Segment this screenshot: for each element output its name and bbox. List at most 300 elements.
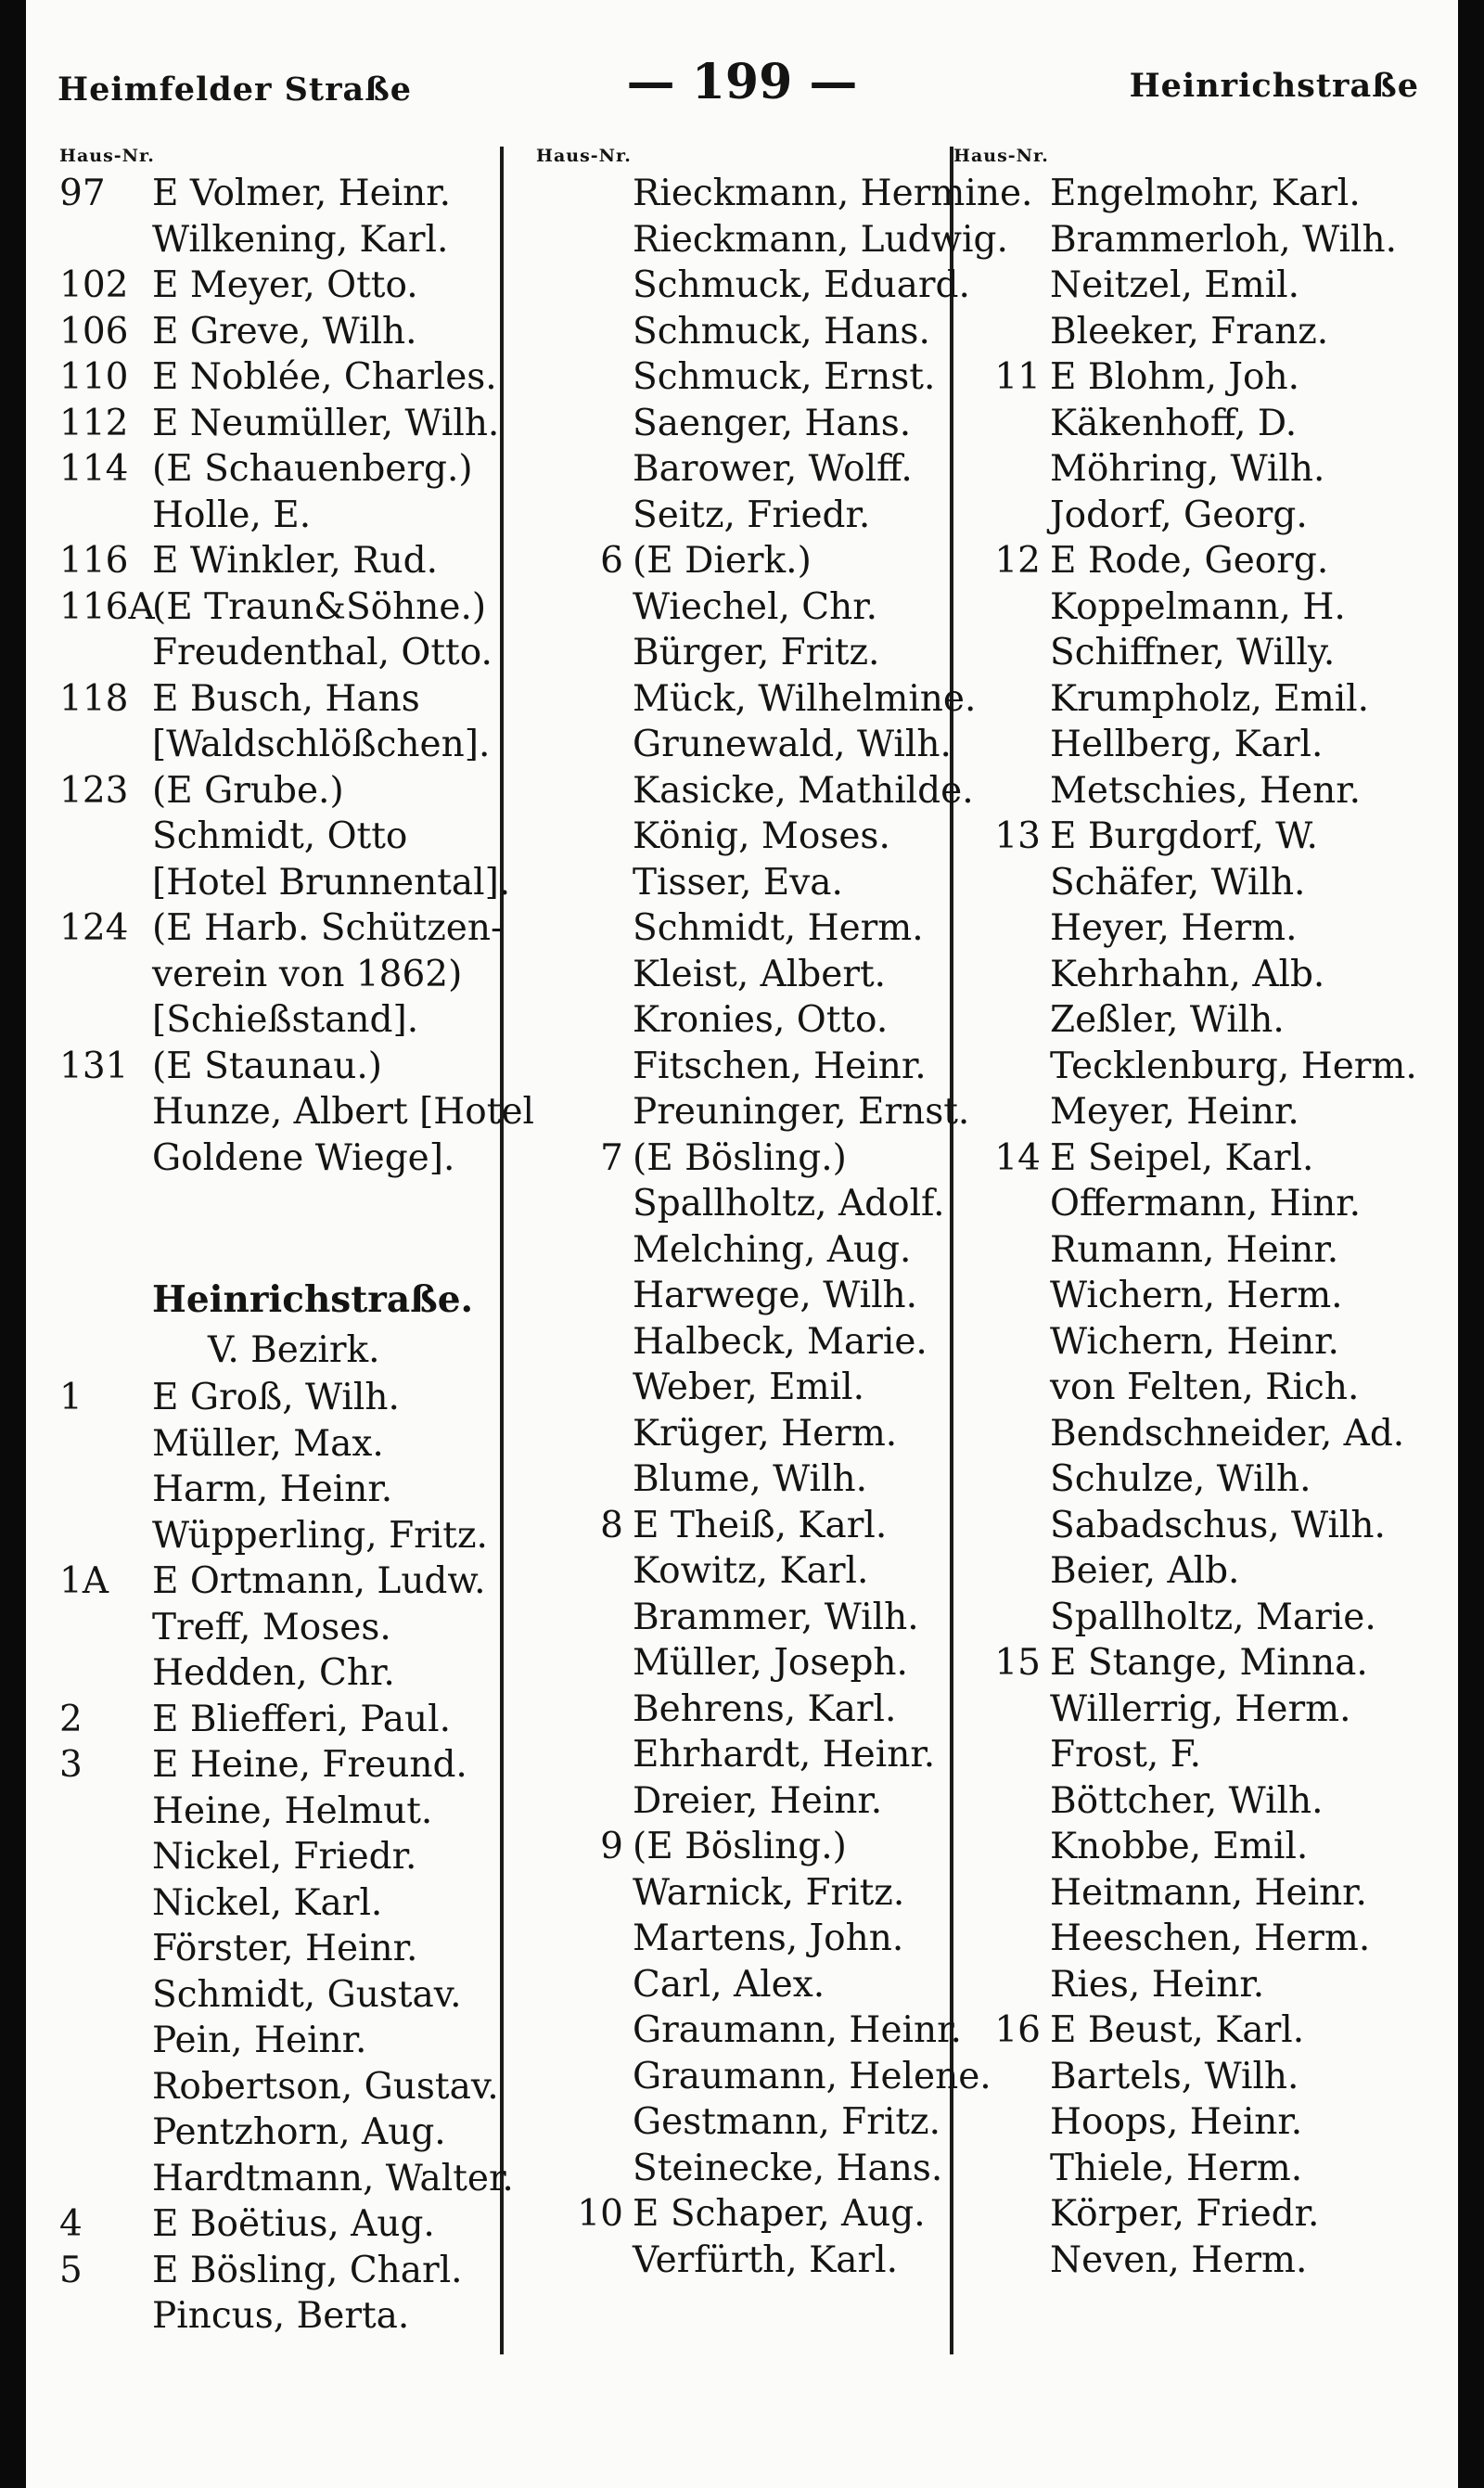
resident-name: Wüpperling, Fritz. — [152, 1514, 488, 1557]
list-item — [59, 1421, 505, 1468]
resident-name: Brammer, Wilh. — [633, 1596, 919, 1638]
list-item — [953, 446, 1417, 493]
resident-name: Rieckmann, Ludwig. — [633, 218, 1008, 261]
list-item — [536, 584, 981, 631]
house-number: 106 — [59, 310, 129, 353]
list-item — [536, 997, 981, 1044]
list-item — [536, 1135, 981, 1182]
house-number: 1 — [59, 1377, 83, 1418]
list-item — [536, 1870, 981, 1917]
list-item — [59, 2293, 505, 2340]
resident-name: Neven, Herm. — [1050, 2238, 1308, 2281]
list-item — [536, 905, 981, 952]
resident-name: Beier, Alb. — [1050, 1550, 1240, 1592]
resident-name: Gestmann, Fritz. — [633, 2101, 940, 2143]
resident-name: (E Bösling.) — [633, 1826, 847, 1867]
resident-name: Kehrhahn, Alb. — [1050, 953, 1325, 995]
list-item — [536, 1181, 981, 1227]
list-item — [59, 2110, 505, 2156]
resident-name: Sabadschus, Wilh. — [1050, 1504, 1386, 1546]
resident-name: Frost, F. — [1050, 1734, 1202, 1776]
resident-name: Willerrig, Herm. — [1050, 1687, 1351, 1730]
resident-name: Kronies, Otto. — [633, 999, 889, 1041]
list-item — [953, 1640, 1417, 1686]
list-item — [953, 171, 1417, 217]
list-item — [953, 584, 1417, 631]
list-item — [59, 676, 505, 723]
resident-name: E Blohm, Joh. — [1050, 356, 1300, 398]
resident-name: Körper, Friedr. — [1050, 2193, 1320, 2235]
list-item — [536, 2054, 991, 2100]
resident-name: Schulze, Wilh. — [1050, 1458, 1311, 1500]
list-item — [953, 538, 1417, 584]
list-item — [953, 1044, 1417, 1090]
resident-name: E Ortmann, Ludw. — [152, 1560, 486, 1602]
resident-name: (E Bösling.) — [633, 1136, 847, 1179]
list-item — [59, 1089, 534, 1135]
house-number: 118 — [59, 677, 129, 720]
list-item — [953, 2238, 1417, 2284]
list-item — [953, 2099, 1417, 2146]
resident-name: Kowitz, Karl. — [633, 1550, 869, 1592]
house-number: 124 — [59, 907, 129, 949]
resident-name: Halbeck, Marie. — [633, 1320, 928, 1363]
resident-name: Kasicke, Mathilde. — [633, 769, 974, 812]
list-item — [536, 860, 981, 906]
resident-name: Tecklenburg, Herm. — [1050, 1045, 1417, 1087]
resident-name: E Theiß, Karl. — [633, 1504, 888, 1546]
house-number: 15 — [994, 1642, 1041, 1684]
list-item — [536, 217, 1008, 263]
list-item — [536, 814, 981, 860]
list-item — [953, 1962, 1417, 2008]
list-item — [953, 905, 1417, 952]
list-item — [953, 860, 1417, 906]
list-item — [536, 1824, 981, 1870]
resident-name: Nickel, Karl. — [152, 1881, 383, 1924]
resident-name: Zeßler, Wilh. — [1050, 999, 1285, 1041]
resident-name: Ries, Heinr. — [1050, 1963, 1265, 2006]
resident-name: E Beust, Karl. — [1050, 2009, 1305, 2051]
list-item — [536, 630, 981, 676]
resident-name: Ehrhardt, Heinr. — [633, 1734, 936, 1776]
resident-name: Fitschen, Heinr. — [633, 1045, 927, 1087]
list-item — [59, 814, 505, 860]
street-heading: Heinrichstraße. — [152, 1278, 474, 1321]
list-item — [59, 1834, 505, 1880]
resident-name: Wichern, Herm. — [1050, 1275, 1343, 1316]
resident-name: E Seipel, Karl. — [1050, 1136, 1314, 1179]
list-item — [59, 1558, 505, 1605]
resident-name: Rieckmann, Hermine. — [633, 173, 1033, 214]
resident-name: Hedden, Chr. — [152, 1652, 395, 1694]
resident-name: (E Grube.) — [152, 769, 344, 812]
resident-name: Heyer, Herm. — [1050, 907, 1298, 949]
list-item — [953, 1273, 1417, 1319]
list-item — [59, 2248, 505, 2294]
resident-name: Mück, Wilhelmine. — [633, 677, 977, 720]
resident-name: Weber, Emil. — [633, 1366, 864, 1408]
header-left-street: Heimfelder Straße — [58, 71, 413, 109]
resident-name: Graumann, Heinr. — [633, 2009, 962, 2051]
house-number: 2 — [59, 1698, 83, 1740]
list-item — [953, 1181, 1417, 1227]
house-number: 8 — [600, 1504, 623, 1546]
resident-name: Schiffner, Willy. — [1050, 632, 1336, 673]
list-item — [536, 1411, 981, 1457]
resident-name: Metschies, Henr. — [1050, 769, 1361, 812]
resident-name: Hoops, Heinr. — [1050, 2101, 1303, 2143]
resident-name: E Noblée, Charles. — [152, 356, 497, 398]
column-head: Haus-Nr. — [953, 146, 1049, 166]
resident-name: Käkenhoff, D. — [1050, 402, 1298, 444]
list-item — [59, 309, 505, 355]
house-number: 11 — [994, 356, 1041, 398]
house-number: 9 — [600, 1826, 623, 1867]
resident-name: E Heine, Freund. — [152, 1744, 467, 1786]
list-item — [953, 1227, 1417, 1274]
list-item — [59, 1789, 505, 1835]
column-head: Haus-Nr. — [536, 146, 632, 166]
list-item — [59, 2018, 505, 2064]
list-item — [59, 584, 505, 631]
list-item — [536, 354, 981, 401]
resident-name: Schmuck, Hans. — [633, 310, 930, 353]
list-item — [59, 905, 505, 952]
resident-name: Heitmann, Heinr. — [1050, 1871, 1367, 1914]
resident-name: Hardtmann, Walter. — [152, 2157, 514, 2199]
resident-name: Schmidt, Otto — [152, 815, 408, 857]
resident-name: König, Moses. — [633, 815, 890, 857]
list-item — [536, 1962, 981, 2008]
resident-name: Holle, E. — [152, 494, 312, 536]
resident-name: Schmuck, Eduard. — [633, 264, 970, 306]
resident-name: Engelmohr, Karl. — [1050, 173, 1361, 214]
resident-name: Wiechel, Chr. — [633, 585, 877, 628]
list-item — [953, 997, 1417, 1044]
resident-name: Pincus, Berta. — [152, 2295, 410, 2337]
spacer — [59, 1227, 505, 1274]
resident-name: E Schaper, Aug. — [633, 2193, 926, 2235]
house-number: 3 — [59, 1744, 83, 1786]
resident-name: Robertson, Gustav. — [152, 2065, 499, 2108]
list-item — [59, 2201, 505, 2248]
resident-name: E Stange, Minna. — [1050, 1642, 1368, 1684]
house-number: 116 — [59, 540, 129, 582]
list-item — [953, 1778, 1417, 1825]
list-item — [536, 1686, 981, 1733]
resident-name: (E Schauenberg.) — [152, 448, 473, 490]
resident-name: Harm, Heinr. — [152, 1468, 393, 1510]
list-item — [953, 952, 1417, 998]
list-item — [536, 493, 981, 539]
list-item — [59, 1467, 505, 1513]
list-item — [59, 538, 505, 584]
list-item — [953, 1595, 1417, 1641]
resident-name: Bartels, Wilh. — [1050, 2055, 1299, 2097]
house-number: 12 — [994, 540, 1041, 582]
list-item — [536, 309, 981, 355]
resident-name: Knobbe, Emil. — [1050, 1826, 1309, 1867]
list-item — [953, 1686, 1417, 1733]
list-item — [536, 1227, 981, 1274]
resident-name: Böttcher, Wilh. — [1050, 1779, 1324, 1822]
resident-name: E Winkler, Rud. — [152, 540, 439, 582]
page-number: — 199 — — [626, 54, 858, 110]
resident-name: Schmuck, Ernst. — [633, 356, 936, 398]
resident-name: Steinecke, Hans. — [633, 2147, 943, 2189]
list-item — [953, 1365, 1417, 1411]
resident-name: Bürger, Fritz. — [633, 632, 880, 673]
list-item — [59, 1375, 505, 1421]
list-item — [953, 1089, 1417, 1135]
resident-name: [Schießstand]. — [152, 999, 419, 1041]
list-item — [953, 2007, 1417, 2054]
list-item — [59, 2064, 505, 2110]
list-item — [536, 1365, 981, 1411]
house-number: 102 — [59, 264, 129, 306]
column-1 — [59, 141, 534, 2340]
list-item — [59, 630, 505, 676]
list-item — [59, 1697, 505, 1743]
list-item — [59, 722, 505, 768]
resident-name: (E Traun&Söhne.) — [152, 585, 487, 628]
house-number: 1A — [59, 1560, 109, 1602]
list-item — [953, 2191, 1417, 2238]
list-item — [953, 217, 1417, 263]
list-item — [953, 1456, 1417, 1503]
house-number: 7 — [600, 1136, 623, 1179]
house-number: 13 — [994, 815, 1041, 857]
list-item — [536, 1456, 981, 1503]
spacer — [59, 1181, 505, 1227]
resident-name: Wichern, Heinr. — [1050, 1320, 1339, 1363]
resident-name: E Boëtius, Aug. — [152, 2203, 435, 2245]
list-item — [536, 1503, 981, 1549]
resident-name: Warnick, Fritz. — [633, 1871, 905, 1914]
resident-name: Dreier, Heinr. — [633, 1779, 883, 1822]
resident-name: Behrens, Karl. — [633, 1687, 897, 1730]
house-number: 97 — [59, 173, 106, 214]
list-item — [536, 171, 1033, 217]
house-number: 10 — [577, 2193, 623, 2235]
page-header — [0, 54, 1484, 119]
resident-name: Heine, Helmut. — [152, 1789, 433, 1832]
house-number: 114 — [59, 448, 129, 490]
list-item — [536, 1916, 981, 1962]
list-item — [59, 1135, 505, 1182]
list-item — [953, 1732, 1417, 1778]
list-item — [59, 1880, 505, 1927]
resident-name: [Waldschlößchen]. — [152, 724, 491, 765]
list-item — [953, 354, 1417, 401]
column-3 — [953, 141, 1417, 2283]
resident-name: Saenger, Hans. — [633, 402, 912, 444]
resident-name: Bleeker, Franz. — [1050, 310, 1329, 353]
list-item — [536, 722, 981, 768]
resident-name: Thiele, Herm. — [1050, 2147, 1303, 2189]
list-item — [953, 1135, 1417, 1182]
list-item — [953, 1411, 1417, 1457]
resident-name: Seitz, Friedr. — [633, 494, 871, 536]
resident-name: Offermann, Hinr. — [1050, 1183, 1362, 1225]
resident-name: Blume, Wilh. — [633, 1458, 867, 1500]
resident-name: E Greve, Wilh. — [152, 310, 417, 353]
list-item — [953, 493, 1417, 539]
list-item — [536, 1595, 981, 1641]
resident-name: Spallholtz, Marie. — [1050, 1596, 1376, 1638]
list-item — [953, 1870, 1417, 1917]
list-item — [59, 401, 505, 447]
resident-name: Hellberg, Karl. — [1050, 724, 1324, 765]
list-item — [953, 401, 1417, 447]
list-item — [536, 2007, 981, 2054]
list-item — [59, 354, 505, 401]
list-item — [59, 171, 505, 217]
list-item — [953, 309, 1417, 355]
resident-name: Nickel, Friedr. — [152, 1836, 417, 1878]
list-item — [59, 1605, 505, 1651]
list-item — [953, 1824, 1417, 1870]
resident-name: [Hotel Brunnental]. — [152, 861, 511, 904]
list-item — [536, 768, 981, 814]
header-right-street: Heinrichstraße — [1129, 67, 1419, 105]
list-item — [536, 538, 981, 584]
resident-name: Koppelmann, H. — [1050, 585, 1346, 628]
district-label: V. Bezirk. — [208, 1329, 380, 1371]
list-item — [536, 2146, 981, 2192]
resident-name: E Burgdorf, W. — [1050, 815, 1318, 857]
house-number: 116A — [59, 585, 155, 628]
list-item — [953, 1916, 1417, 1962]
resident-name: Freudenthal, Otto. — [152, 632, 493, 673]
house-number: 5 — [59, 2249, 83, 2291]
house-number: 110 — [59, 356, 129, 398]
list-item — [59, 1044, 505, 1090]
resident-name: Pein, Heinr. — [152, 2020, 367, 2061]
resident-name: E Volmer, Heinr. — [152, 173, 452, 214]
resident-name: Jodorf, Georg. — [1050, 494, 1308, 536]
resident-name: Müller, Max. — [152, 1422, 384, 1465]
resident-name: Möhring, Wilh. — [1050, 448, 1325, 490]
resident-name: E Bliefferi, Paul. — [152, 1698, 451, 1740]
list-item — [59, 1513, 505, 1559]
list-item — [953, 676, 1417, 723]
list-item — [536, 2099, 981, 2146]
resident-name: Graumann, Helene. — [633, 2055, 991, 2097]
list-item — [536, 2191, 981, 2238]
resident-name: Grunewald, Wilh. — [633, 724, 952, 765]
resident-name: E Busch, Hans — [152, 677, 420, 720]
resident-name: Neitzel, Emil. — [1050, 264, 1300, 306]
list-item — [953, 2054, 1417, 2100]
list-item — [953, 768, 1417, 814]
resident-name: (E Harb. Schützen- — [152, 907, 504, 949]
resident-name: Krumpholz, Emil. — [1050, 677, 1370, 720]
resident-name: Heeschen, Herm. — [1050, 1917, 1371, 1959]
list-item — [536, 1640, 981, 1686]
resident-name: Schmidt, Gustav. — [152, 1973, 462, 2016]
list-item — [536, 263, 981, 309]
resident-name: E Neumüller, Wilh. — [152, 402, 500, 444]
list-item — [953, 1319, 1417, 1366]
house-number: 123 — [59, 769, 129, 812]
resident-name: (E Dierk.) — [633, 540, 812, 582]
resident-name: Spallholtz, Adolf. — [633, 1183, 945, 1225]
resident-name: (E Staunau.) — [152, 1045, 382, 1087]
list-item — [536, 1319, 981, 1366]
list-item — [59, 263, 505, 309]
list-item — [536, 1732, 981, 1778]
resident-name: E Meyer, Otto. — [152, 264, 418, 306]
list-item — [59, 1650, 505, 1697]
list-item — [59, 952, 505, 998]
resident-name: Pentzhorn, Aug. — [152, 2111, 446, 2153]
list-item — [536, 676, 981, 723]
list-item — [536, 1273, 981, 1319]
resident-name: von Felten, Rich. — [1050, 1366, 1360, 1408]
resident-name: Brammerloh, Wilh. — [1050, 218, 1397, 261]
column-head: Haus-Nr. — [59, 146, 155, 166]
resident-name: Schmidt, Herm. — [633, 907, 924, 949]
list-item — [59, 1972, 505, 2019]
house-number: 112 — [59, 402, 129, 444]
list-item — [536, 1778, 981, 1825]
house-number: 16 — [994, 2009, 1041, 2051]
list-item — [536, 952, 981, 998]
list-item — [536, 446, 981, 493]
resident-name: E Rode, Georg. — [1050, 540, 1329, 582]
resident-name: Harwege, Wilh. — [633, 1275, 918, 1316]
list-item — [953, 814, 1417, 860]
resident-name: Hunze, Albert [Hotel — [152, 1091, 534, 1133]
resident-name: Goldene Wiege]. — [152, 1136, 455, 1179]
list-item — [59, 1742, 505, 1789]
list-item — [59, 217, 505, 263]
list-item — [953, 722, 1417, 768]
list-item — [536, 1548, 981, 1595]
list-item — [953, 1548, 1417, 1595]
resident-name: Carl, Alex. — [633, 1963, 825, 2006]
list-item — [59, 446, 505, 493]
house-number: 4 — [59, 2203, 83, 2245]
resident-name: E Bösling, Charl. — [152, 2249, 463, 2291]
resident-name: Kleist, Albert. — [633, 953, 887, 995]
resident-name: Krüger, Herm. — [633, 1412, 898, 1455]
resident-name: Schäfer, Wilh. — [1050, 861, 1306, 904]
resident-name: Martens, John. — [633, 1917, 904, 1959]
resident-name: Treff, Moses. — [152, 1606, 391, 1648]
list-item — [59, 493, 505, 539]
list-item — [536, 1089, 981, 1135]
list-item — [59, 860, 511, 906]
resident-name: Wilkening, Karl. — [152, 218, 449, 261]
list-item — [59, 2156, 514, 2202]
resident-name: Müller, Joseph. — [633, 1642, 908, 1684]
resident-name: Melching, Aug. — [633, 1228, 912, 1271]
list-item — [953, 2146, 1417, 2192]
resident-name: Rumann, Heinr. — [1050, 1228, 1339, 1271]
list-item — [953, 1503, 1417, 1549]
resident-name: Barower, Wolff. — [633, 448, 913, 490]
resident-name: Bendschneider, Ad. — [1050, 1412, 1405, 1455]
list-item — [59, 768, 505, 814]
resident-name: Preuninger, Ernst. — [633, 1091, 970, 1133]
list-item — [953, 630, 1417, 676]
house-number: 131 — [59, 1045, 129, 1087]
list-item — [536, 2238, 981, 2284]
list-item — [536, 1044, 981, 1090]
